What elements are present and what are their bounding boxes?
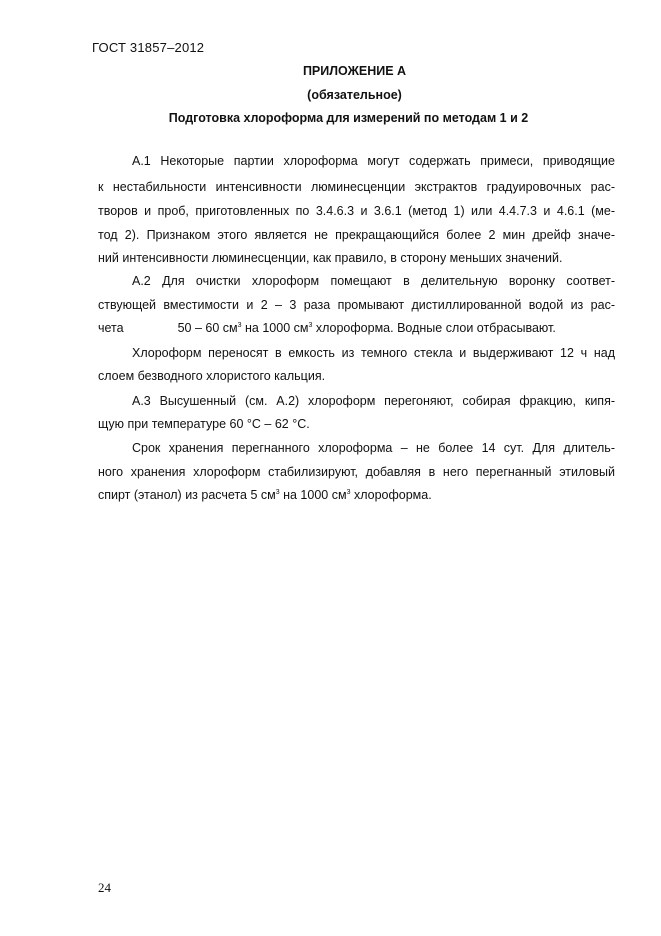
text-fragment: на 1000 см [241,321,309,335]
annex-title: ПРИЛОЖЕНИЕ А [302,64,407,78]
paragraph-a3-line: щую при температуре 60 °С – 62 °С. [98,417,310,431]
superscript: 3 [237,322,242,329]
text-fragment: хлороформа. Водные слои отбрасывают. [312,321,556,335]
superscript: 3 [275,489,280,496]
word-cheta: чета [98,321,124,335]
paragraph-a1-line: тод 2). Признаком этого является не прекращающийся более 2 мин дрейф значе- [98,228,615,242]
paragraph-a2-line: ствующей вместимости и 2 – 3 раза промывают дистиллированной водой из рас- [98,298,615,312]
superscript: 3 [308,322,313,329]
text-fragment: на 1000 см [279,488,347,502]
paragraph-3-line: слоем безводного хлористого кальция. [98,369,326,383]
paragraph-a1-line: к нестабильности интенсивности люминесценции экстрактов градуировочных рас- [98,180,615,194]
paragraph-a2-line: А.2 Для очистки хлороформ помещают в делительную воронку соответ- [132,274,615,288]
standard-designation: ГОСТ 31857–2012 [92,40,205,55]
volume-range: 50 – 60 см [177,321,238,335]
page-number: 24 [98,880,111,895]
annex-heading: Подготовка хлороформа для измерений по методам 1 и 2 [168,111,529,125]
paragraph-a2-last-line [98,320,615,336]
paragraph-a1-line: А.1 Некоторые партии хлороформа могут содержать примеси, приводящие [132,154,615,168]
paragraph-a3-line: А.3 Высушенный (см. А.2) хлороформ перегоняют, собирая фракцию, кипя- [132,394,615,408]
paragraph-3-line: Хлороформ переносят в емкость из темного стекла и выдерживают 12 ч над [132,346,615,360]
paragraph-5-line: Срок хранения перегнанного хлороформа – не более 14 сут. Для длитель- [132,441,615,455]
superscript: 3 [346,489,351,496]
paragraph-5-last-line [98,487,615,503]
text-fragment: спирт (этанол) из расчета 5 см [98,488,276,502]
paragraph-5-line: ного хранения хлороформ стабилизируют, добавляя в него перегнанный этиловый [98,465,615,479]
paragraph-a1-line: творов и проб, приготовленных по 3.4.6.3 и 3.6.1 (метод 1) или 4.4.7.3 и 4.6.1 (ме- [98,204,615,218]
paragraph-a1-line: ний интенсивности люминесценции, как правило, в сторону меньших значений. [98,251,563,265]
annex-status: (обязательное) [307,88,402,102]
text-fragment: хлороформа. [350,488,432,502]
